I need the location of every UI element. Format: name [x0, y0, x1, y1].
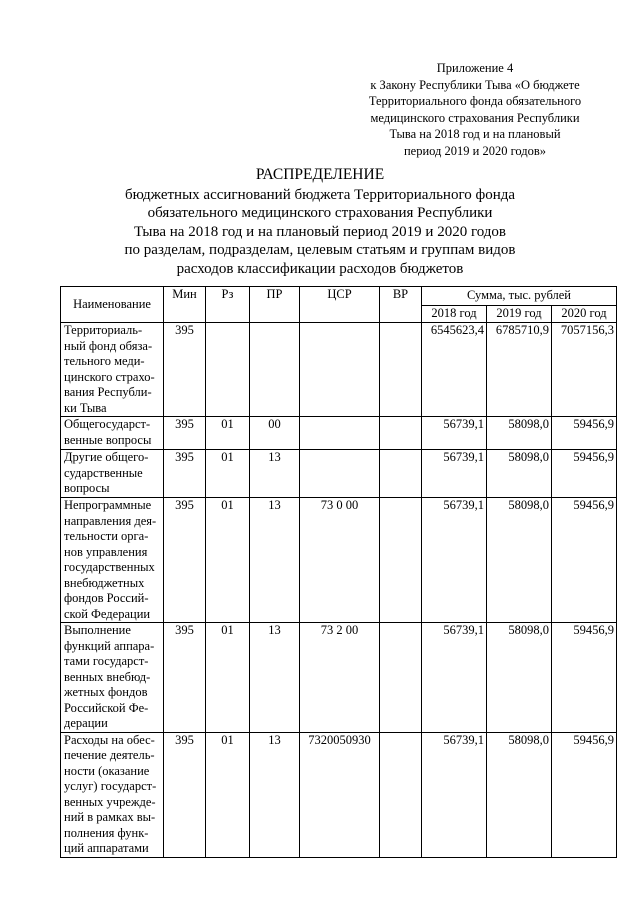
- heading-line: Тыва на 2018 год и на плановый период 2019 и 2020 годов: [133, 223, 507, 240]
- row-name-line: венных внебюд-: [64, 669, 151, 684]
- table-row: [61, 623, 617, 733]
- row-name: [61, 623, 164, 733]
- row-sum-2020: 59456,9: [552, 417, 617, 450]
- row-name-line: полнения функ-: [64, 825, 149, 840]
- row-csr: [300, 450, 380, 498]
- row-pr: [250, 323, 300, 417]
- row-csr: [300, 323, 380, 417]
- row-sum-2019: 58098,0: [487, 732, 552, 857]
- row-rz: [206, 323, 250, 417]
- row-min: 395: [164, 450, 206, 498]
- header-name: Наименование: [61, 287, 164, 323]
- appendix-line: Территориального фонда обязательного: [368, 94, 582, 108]
- row-name-line: ской Федерации: [64, 606, 151, 621]
- row-name-line: функций аппара-: [64, 638, 155, 653]
- row-pr: 00: [250, 417, 300, 450]
- header-sum: Сумма, тыс. рублей: [422, 287, 617, 306]
- row-vr: [380, 323, 422, 417]
- appendix-line: к Закону Республики Тыва «О бюджете: [370, 77, 580, 92]
- row-name-line: услуг) государст-: [64, 779, 157, 793]
- row-name-line: Территориаль-: [64, 323, 143, 337]
- row-name: [61, 498, 164, 623]
- row-rz: 01: [206, 498, 250, 623]
- row-pr: 13: [250, 623, 300, 733]
- row-min: 395: [164, 732, 206, 857]
- table-row: [61, 450, 617, 498]
- appendix-line: Приложение 4: [436, 61, 514, 75]
- row-name-line: ки Тыва: [64, 400, 107, 415]
- document-heading: [80, 166, 560, 278]
- row-rz: 01: [206, 450, 250, 498]
- row-sum-2018: 56739,1: [422, 732, 487, 857]
- row-sum-2018: 56739,1: [422, 450, 487, 498]
- row-name-line: нов управления: [64, 544, 148, 559]
- table-row: [61, 498, 617, 623]
- appendix-line: период 2019 и 2020 годов»: [403, 143, 547, 158]
- row-name-line: сударственные: [64, 465, 143, 480]
- row-sum-2018: 56739,1: [422, 498, 487, 623]
- row-sum-2020: 59456,9: [552, 498, 617, 623]
- row-name-line: Другие общего-: [64, 450, 149, 464]
- row-name: [61, 450, 164, 498]
- row-min: 395: [164, 323, 206, 417]
- row-name-line: внебюджетных: [64, 575, 145, 590]
- row-name-line: печение деятель-: [64, 748, 155, 762]
- heading-line: расходов классификации расходов бюджетов: [176, 260, 464, 277]
- row-name-line: тельности орга-: [64, 529, 149, 543]
- row-name: [61, 323, 164, 417]
- row-name-line: ций аппаратами: [64, 841, 149, 855]
- row-min: 395: [164, 498, 206, 623]
- row-csr: 7320050930: [300, 732, 380, 857]
- row-pr: 13: [250, 732, 300, 857]
- row-min: 395: [164, 417, 206, 450]
- row-rz: 01: [206, 417, 250, 450]
- row-name: [61, 732, 164, 857]
- header-vr: ВР: [380, 287, 422, 323]
- row-name-line: дерации: [64, 716, 108, 730]
- table-header-row: [61, 287, 617, 306]
- row-name-line: фондов Россий-: [64, 591, 149, 605]
- row-vr: [380, 417, 422, 450]
- row-vr: [380, 450, 422, 498]
- row-name-line: цинского страхо-: [64, 369, 155, 384]
- row-name-line: тами государст-: [64, 654, 149, 668]
- header-min: Мин: [164, 287, 206, 323]
- table-row: [61, 732, 617, 857]
- row-name-line: направления дея-: [64, 513, 157, 528]
- table-row: [61, 323, 617, 417]
- appendix-note: [340, 60, 610, 159]
- row-sum-2018: 6545623,4: [422, 323, 487, 417]
- row-csr: 73 2 00: [300, 623, 380, 733]
- row-name-line: ный фонд обяза-: [64, 338, 153, 353]
- row-sum-2020: 59456,9: [552, 450, 617, 498]
- row-name-line: вания Республи-: [64, 385, 152, 399]
- row-sum-2018: 56739,1: [422, 417, 487, 450]
- row-sum-2019: 58098,0: [487, 450, 552, 498]
- heading-line: обязательного медицинского страхования Республики: [147, 205, 493, 221]
- row-pr: 13: [250, 450, 300, 498]
- document-title: РАСПРЕДЕЛЕНИЕ: [255, 166, 385, 183]
- row-pr: 13: [250, 498, 300, 623]
- row-rz: 01: [206, 623, 250, 733]
- row-csr: [300, 417, 380, 450]
- row-name-line: Непрограммные: [64, 498, 152, 512]
- header-year-2019: 2019 год: [487, 306, 552, 323]
- row-name-line: Расходы на обес-: [64, 732, 155, 747]
- row-vr: [380, 623, 422, 733]
- row-name-line: ний в рамках вы-: [64, 810, 156, 824]
- row-sum-2019: 6785710,9: [487, 323, 552, 417]
- row-name-line: государственных: [64, 560, 155, 574]
- row-name-line: венные вопросы: [64, 432, 152, 447]
- heading-line: бюджетных ассигнований бюджета Территориального фонда: [124, 186, 516, 203]
- header-pr: ПР: [250, 287, 300, 323]
- row-sum-2020: 59456,9: [552, 623, 617, 733]
- row-name-line: ности (оказание: [64, 763, 150, 778]
- row-name-line: жетных фондов: [64, 685, 148, 699]
- row-name-line: Российской Фе-: [64, 700, 149, 715]
- row-name-line: тельного меди-: [64, 354, 145, 368]
- header-csr: ЦСР: [300, 287, 380, 323]
- header-year-2018: 2018 год: [422, 306, 487, 323]
- appendix-line: Тыва на 2018 год и на плановый: [389, 127, 561, 141]
- row-sum-2020: 59456,9: [552, 732, 617, 857]
- row-sum-2020: 7057156,3: [552, 323, 617, 417]
- row-min: 395: [164, 623, 206, 733]
- appendix-line: медицинского страхования Республики: [370, 110, 580, 125]
- row-name-line: венных учрежде-: [64, 794, 156, 809]
- row-sum-2019: 58098,0: [487, 623, 552, 733]
- row-name-line: Выполнение: [64, 623, 131, 637]
- row-name-line: Общегосударст-: [64, 417, 151, 431]
- row-sum-2018: 56739,1: [422, 623, 487, 733]
- heading-line: по разделам, подразделам, целевым статьям и группам видов: [124, 242, 516, 258]
- row-name: [61, 417, 164, 450]
- budget-table: [60, 286, 617, 858]
- row-sum-2019: 58098,0: [487, 498, 552, 623]
- row-name-line: вопросы: [64, 481, 110, 495]
- table-row: [61, 417, 617, 450]
- row-csr: 73 0 00: [300, 498, 380, 623]
- row-vr: [380, 732, 422, 857]
- header-rz: Рз: [206, 287, 250, 323]
- row-sum-2019: 58098,0: [487, 417, 552, 450]
- row-rz: 01: [206, 732, 250, 857]
- header-year-2020: 2020 год: [552, 306, 617, 323]
- row-vr: [380, 498, 422, 623]
